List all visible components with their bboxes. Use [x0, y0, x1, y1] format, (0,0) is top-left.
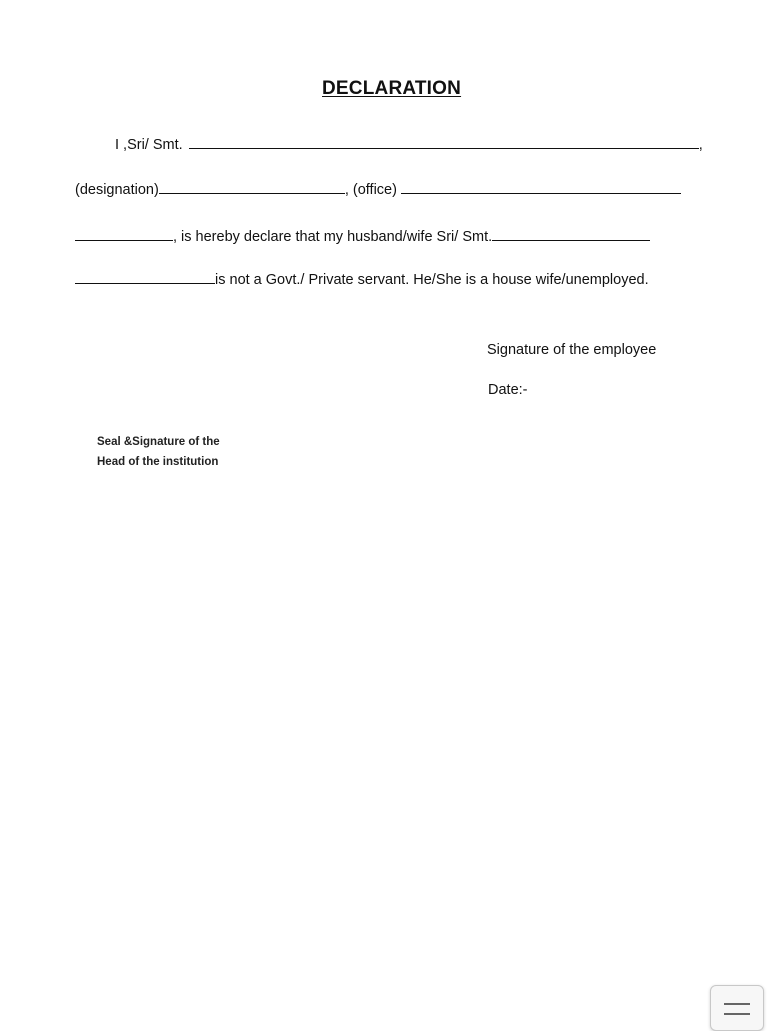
- seal-line-2: Head of the institution: [97, 456, 219, 468]
- office-blank: [401, 181, 681, 194]
- date-label: Date:-: [488, 382, 528, 398]
- document-title: DECLARATION: [322, 78, 462, 99]
- declarant-name-line: [115, 136, 703, 153]
- employment-status-text: is not a Govt./ Private servant. He/She is a house wife/unemployed.: [215, 272, 649, 288]
- spouse-name-blank: [492, 228, 650, 241]
- spouse-declaration-line: [75, 228, 650, 245]
- seal-signature-block: [97, 432, 220, 472]
- seal-line-1: Seal &Signature of the: [97, 436, 220, 448]
- declarant-name-prefix: I ,Sri/ Smt.: [115, 137, 183, 153]
- spouse-name-continued-blank: [75, 271, 215, 284]
- designation-blank: [159, 181, 345, 194]
- office-label: , (office): [344, 182, 397, 198]
- employee-signature-label: Signature of the employee: [487, 342, 657, 358]
- declarant-name-blank: [189, 136, 699, 149]
- designation-label: (designation): [75, 182, 159, 198]
- viewer-menu-button[interactable]: [710, 985, 764, 1031]
- designation-office-line: [75, 181, 681, 198]
- declarant-name-suffix: ,: [698, 137, 703, 153]
- employment-status-line: [75, 271, 649, 288]
- leading-blank: [75, 228, 173, 241]
- spouse-declaration-text: , is hereby declare that my husband/wife Sri/ Smt.: [173, 229, 493, 245]
